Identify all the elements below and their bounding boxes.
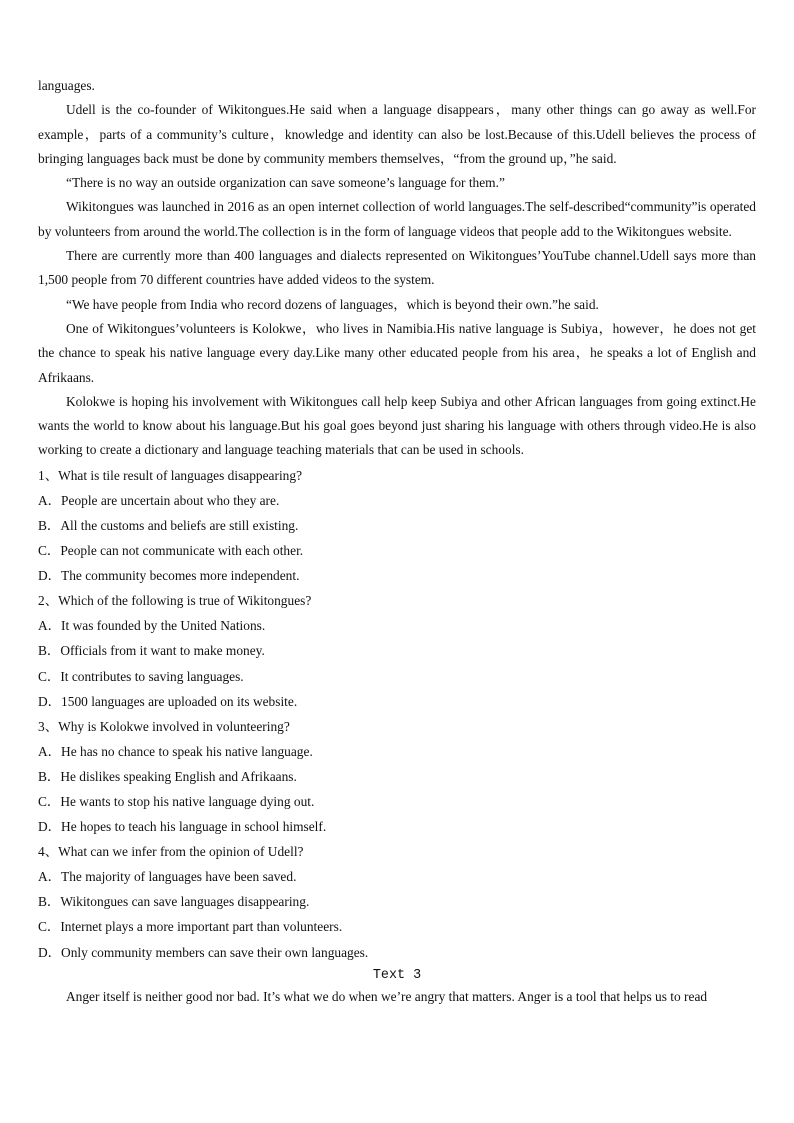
passage-paragraph: There are currently more than 400 languages and dialects represented on Wikitongues’YouTube channel.Udell says more than 1,500 people from 70 different countries have added videos to the system. <box>38 248 756 288</box>
passage-paragraph: Udell is the co-founder of Wikitongues.He said when a language disappears，many other things can go away as well.For example，parts of a community’s culture，knowledge and identity can also be lost.Because of this.Udell believes the process of bringing languages back must be done by community members themselves，“from the ground up，”he said. <box>38 102 756 166</box>
passage-paragraph: One of Wikitongues’volunteers is Kolokwe，who lives in Namibia.His native language is Subiya，however，he does not get the chance to speak his native language every day.Like many other educated people from his area，he speaks a lot of English and Afrikaans. <box>38 320 756 385</box>
answer-option: B．He dislikes speaking English and Afrikaans. <box>38 768 297 784</box>
answer-option: B．Officials from it want to make money. <box>38 643 265 659</box>
answer-option: A．It was founded by the United Nations. <box>38 618 266 634</box>
question-stem: 1、What is tile result of languages disappearing? <box>38 467 303 483</box>
answer-option: C．He wants to stop his native language dying out. <box>38 793 315 809</box>
passage-paragraph: Wikitongues was launched in 2016 as an open internet collection of world languages.The self-described“community”is operated by volunteers from around the world.The collection is in the form of language videos that people add to the Wikitongues website. <box>38 199 756 239</box>
question-stem: 3、Why is Kolokwe involved in volunteering? <box>38 718 290 734</box>
question-stem: 2、Which of the following is true of Wikitongues? <box>38 593 312 609</box>
answer-option: B．All the customs and beliefs are still existing. <box>38 517 299 533</box>
passage-paragraph: Anger itself is neither good nor bad. It’s what we do when we’re angry that matters. Anger is a tool that helps us to read <box>66 988 708 1004</box>
answer-option: A．He has no chance to speak his native language. <box>38 743 313 759</box>
answer-option: A．The majority of languages have been saved. <box>38 869 297 885</box>
answer-option: A．People are uncertain about who they are. <box>38 492 280 508</box>
question-stem: 4、What can we infer from the opinion of Udell? <box>38 844 304 860</box>
answer-option: D．He hopes to teach his language in school himself. <box>38 819 327 835</box>
answer-option: D．Only community members can save their own languages. <box>38 944 369 960</box>
question-block <box>38 714 756 839</box>
question-block <box>38 463 756 588</box>
section-heading: Text 3 <box>372 967 422 983</box>
passage-paragraph: “We have people from India who record dozens of languages，which is beyond their own.”he said. <box>66 296 599 312</box>
answer-option: D．1500 languages are uploaded on its website. <box>38 693 298 709</box>
question-block <box>38 839 756 964</box>
document-page <box>38 74 756 1009</box>
answer-option: C．People can not communicate with each other. <box>38 543 304 559</box>
passage-paragraph: Kolokwe is hoping his involvement with Wikitongues call help keep Subiya and other African languages from going extinct.He wants the world to know about his language.But his goal goes beyond just sharing his language with others through video.He is also working to create a dictionary and language teaching materials that can be used in schools. <box>38 393 756 458</box>
question-block <box>38 588 756 713</box>
passage-paragraph: “There is no way an outside organization can save someone’s language for them.” <box>66 175 505 191</box>
answer-option: B．Wikitongues can save languages disappearing. <box>38 894 310 910</box>
answer-option: C．It contributes to saving languages. <box>38 668 244 684</box>
passage-paragraph: languages. <box>38 78 95 93</box>
answer-option: C．Internet plays a more important part than volunteers. <box>38 919 343 935</box>
answer-option: D．The community becomes more independent. <box>38 568 300 584</box>
